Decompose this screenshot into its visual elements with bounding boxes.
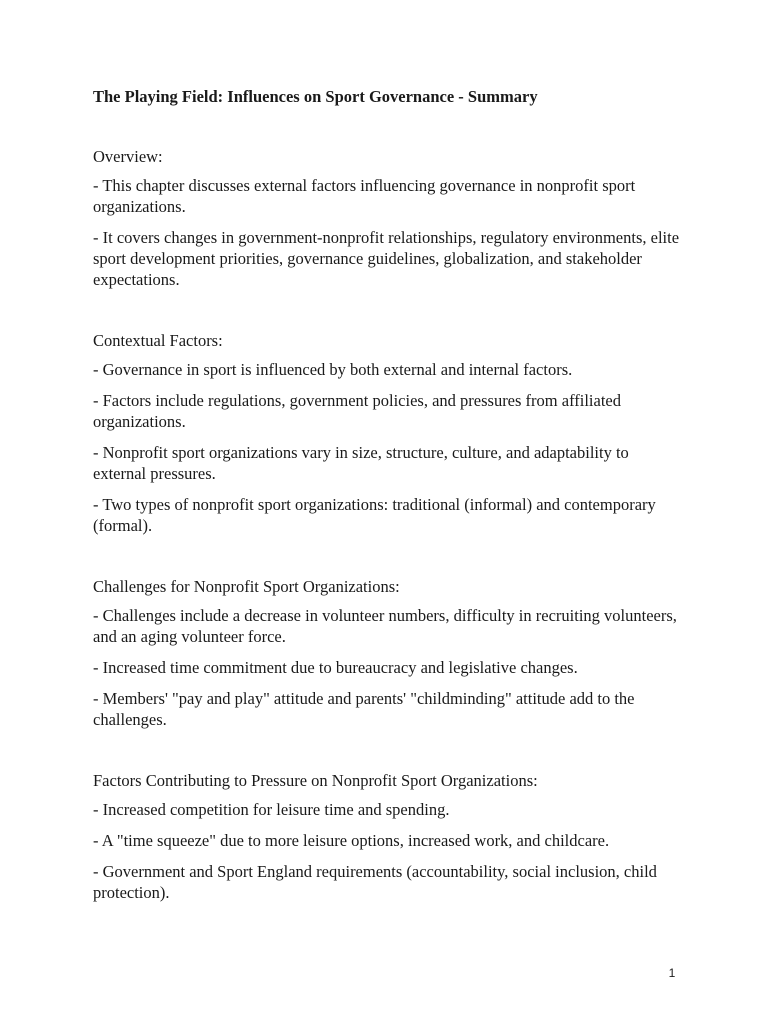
bullet-item: - Challenges include a decrease in volunteer numbers, difficulty in recruiting volunteers, and an aging volunteer force.: [93, 606, 677, 646]
bullet-item: - Members' "pay and play" attitude and parents' "childminding" attitude add to the challenges.: [93, 689, 635, 729]
bullet-item: - Increased time commitment due to bureaucracy and legislative changes.: [93, 658, 578, 677]
bullet-item: - Factors include regulations, government policies, and pressures from affiliated organizations.: [93, 391, 621, 431]
document-body: [93, 86, 683, 943]
section-heading: Contextual Factors:: [93, 331, 223, 350]
bullet-item: - This chapter discusses external factors influencing governance in nonprofit sport organizations.: [93, 176, 636, 216]
section-heading: Factors Contributing to Pressure on Nonprofit Sport Organizations:: [93, 771, 538, 790]
bullet-item: - Two types of nonprofit sport organizations: traditional (informal) and contemporary (formal).: [93, 495, 656, 535]
bullet-item: - It covers changes in government-nonprofit relationships, regulatory environments, elite sport development priorities, governance guidelines, globalization, and stakeholder expectations.: [93, 228, 680, 289]
bullet-item: - A "time squeeze" due to more leisure options, increased work, and childcare.: [93, 831, 610, 850]
section-pressure-factors: [93, 770, 683, 903]
section-contextual-factors: [93, 330, 683, 536]
section-heading: Overview:: [93, 147, 163, 166]
bullet-item: - Governance in sport is influenced by both external and internal factors.: [93, 360, 573, 379]
section-heading: Challenges for Nonprofit Sport Organizations:: [93, 577, 400, 596]
bullet-item: - Nonprofit sport organizations vary in size, structure, culture, and adaptability to external pressures.: [93, 443, 629, 483]
bullet-item: - Increased competition for leisure time and spending.: [93, 800, 450, 819]
bullet-item: - Government and Sport England requirements (accountability, social inclusion, child protection).: [93, 862, 657, 902]
document-title: The Playing Field: Influences on Sport Governance - Summary: [93, 87, 538, 106]
section-challenges: [93, 576, 683, 730]
page-number: 1: [668, 966, 676, 980]
section-overview: [93, 146, 683, 290]
